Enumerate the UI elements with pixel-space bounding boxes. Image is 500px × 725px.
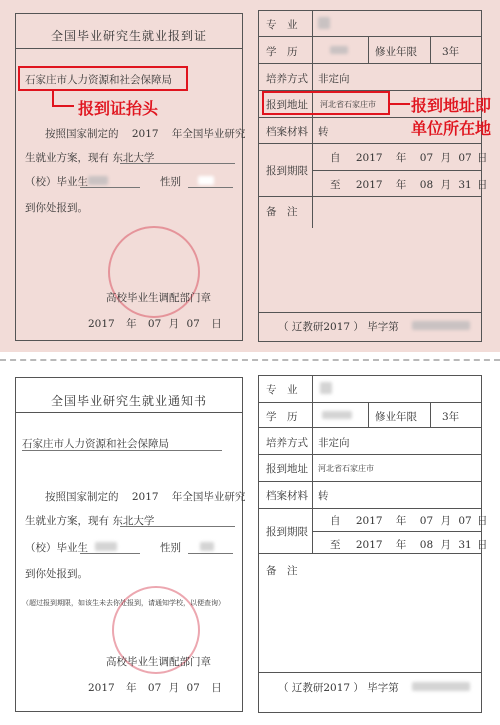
issuer-label: 高校毕业生调配部门章 [106, 292, 211, 304]
redacted-name [88, 176, 108, 185]
col-line [368, 402, 369, 427]
period-end [330, 537, 488, 552]
body-line-4: 到你处报到。 [25, 568, 88, 580]
start-month: 07 [419, 152, 434, 164]
to-label: 至 [330, 539, 341, 551]
serial-mid: 毕字第 [367, 682, 399, 694]
end-day: 31 [458, 539, 472, 551]
period-end [330, 177, 488, 192]
row-line [258, 481, 482, 482]
addressee: 石家庄市人力资源和社会保障局 [22, 438, 169, 450]
notice-title: 全国毕业研究生就业通知书 [50, 394, 207, 408]
addressee-underline [22, 450, 222, 451]
plan-year: 2017 [131, 128, 159, 140]
archive-label: 档案材料 [266, 490, 308, 502]
date-unit: 日 [477, 539, 488, 551]
school-underline [120, 163, 235, 164]
issuer-label: 高校毕业生调配部门章 [106, 656, 211, 668]
row-line [258, 402, 482, 403]
address-highlight-box [262, 91, 390, 115]
from-label: 自 [330, 515, 341, 527]
certificate-title: 全国毕业研究生就业报到证 [50, 29, 207, 43]
row-line [258, 63, 482, 64]
address-value: 河北省石家庄市 [318, 464, 374, 473]
degree-label: 学 历 [266, 46, 298, 58]
date-unit: 年 [395, 515, 407, 527]
end-year: 2017 [355, 179, 383, 191]
serial-number [278, 319, 399, 334]
end-month: 08 [419, 179, 434, 191]
start-year: 2017 [355, 152, 383, 164]
address-label: 报到地址 [266, 99, 308, 111]
body-line-1 [45, 126, 245, 141]
end-day: 31 [458, 179, 472, 191]
issue-date [88, 680, 222, 695]
serial-divider [258, 672, 482, 673]
body-line-1 [45, 489, 245, 504]
school-underline [120, 526, 235, 527]
overdue-note: （超过报到期限，如该生未去你处报到，请通知学校，以便查询） [22, 599, 225, 607]
sheet-divider [0, 359, 500, 361]
col-line [368, 36, 369, 63]
start-day: 07 [458, 152, 472, 164]
date-unit: 日 [477, 515, 488, 527]
gender-underline [188, 553, 233, 554]
start-year: 2017 [355, 515, 383, 527]
start-day: 07 [458, 515, 472, 527]
row-line [258, 143, 482, 144]
address-label: 报到地址 [266, 463, 308, 475]
end-year: 2017 [355, 539, 383, 551]
row-line [258, 196, 482, 197]
row-line [258, 427, 482, 428]
duration-label: 修业年限 [375, 46, 417, 58]
serial-prefix: （ 辽教研2017 ） [278, 321, 364, 333]
body-line-3 [25, 174, 88, 189]
period-label: 报到期限 [266, 526, 308, 538]
callout-line-2 [390, 103, 410, 105]
major-label: 专 业 [266, 19, 298, 31]
mode-value: 非定向 [318, 437, 350, 449]
mode-label: 培养方式 [266, 73, 308, 85]
plan-year: 2017 [131, 491, 159, 503]
date-unit: 年 [126, 318, 137, 330]
redacted-degree [330, 46, 348, 54]
date-unit: 月 [168, 318, 180, 330]
body-text: 按照国家制定的 [45, 491, 119, 503]
gender-underline [188, 187, 233, 188]
gender-label: 性别 [160, 176, 181, 188]
duration-label: 修业年限 [375, 411, 417, 423]
row-line [312, 170, 482, 171]
serial-prefix: （ 辽教研2017 ） [278, 682, 364, 694]
serial-number [278, 680, 399, 695]
date-day: 07 [186, 682, 200, 694]
name-underline [80, 187, 140, 188]
duration-value: 3年 [442, 46, 460, 58]
date-unit: 日 [211, 318, 222, 330]
row-line [258, 508, 482, 509]
body-text: 生就业方案，现有 [25, 515, 109, 527]
redacted-gender [200, 542, 214, 551]
row-line [258, 553, 482, 554]
annotation-address-1: 报到地址即 [411, 96, 492, 115]
date-unit: 年 [126, 682, 137, 694]
serial-mid: 毕字第 [367, 321, 399, 333]
duration-value: 3年 [442, 411, 460, 423]
date-unit: 月 [168, 682, 180, 694]
date-unit: 月 [440, 515, 451, 527]
redacted-name [95, 542, 117, 551]
name-underline [80, 553, 140, 554]
callout-line-1 [52, 91, 54, 106]
title-divider [15, 48, 243, 49]
date-unit: 年 [395, 539, 407, 551]
period-start [330, 150, 488, 165]
annotation-header: 报到证抬头 [78, 99, 159, 118]
col-line [430, 402, 431, 427]
school-name: 东北大学 [112, 152, 155, 164]
body-line-3: （校）毕业生 [25, 542, 88, 554]
date-year: 2017 [88, 318, 115, 330]
major-label: 专 业 [266, 384, 298, 396]
redacted-serial [412, 321, 470, 330]
issue-date [88, 316, 222, 331]
body-text: 生就业方案，现有 [25, 152, 109, 164]
degree-label: 学 历 [266, 411, 298, 423]
remark-label: 备 注 [266, 565, 298, 577]
date-year: 2017 [88, 682, 115, 694]
archive-value: 转 [318, 126, 329, 138]
date-unit: 年 [395, 152, 407, 164]
body-text: 年全国毕业研究 [171, 491, 246, 503]
mode-value: 非定向 [318, 73, 350, 85]
from-label: 自 [330, 152, 341, 164]
remark-label: 备 注 [266, 206, 298, 218]
redacted-serial [412, 682, 470, 691]
school-name: 东北大学 [112, 515, 155, 527]
redacted-degree [322, 411, 352, 419]
addressee: 石家庄市人力资源和社会保障局 [25, 74, 172, 86]
col-line [430, 36, 431, 63]
redacted-major [318, 17, 330, 29]
date-unit: 日 [211, 682, 222, 694]
date-unit: 月 [440, 152, 451, 164]
mode-label: 培养方式 [266, 437, 308, 449]
date-month: 07 [147, 318, 162, 330]
address-value: 河北省石家庄市 [320, 100, 376, 109]
title-divider [15, 412, 243, 413]
archive-label: 档案材料 [266, 126, 308, 138]
callout-line-1b [52, 105, 74, 107]
date-month: 07 [147, 682, 162, 694]
start-month: 07 [419, 515, 434, 527]
row-line [258, 36, 482, 37]
annotation-address-2: 单位所在地 [411, 119, 492, 138]
date-unit: 年 [395, 179, 407, 191]
row-line [312, 531, 482, 532]
serial-divider [258, 312, 482, 313]
date-day: 07 [186, 318, 200, 330]
gender-label: 性别 [160, 542, 181, 554]
date-unit: 月 [440, 179, 451, 191]
archive-value: 转 [318, 490, 329, 502]
period-start [330, 513, 488, 528]
body-text: 按照国家制定的 [45, 128, 119, 140]
body-text: 年全国毕业研究 [171, 128, 246, 140]
period-label: 报到期限 [266, 165, 308, 177]
date-unit: 月 [440, 539, 451, 551]
redacted-gender [198, 176, 214, 185]
to-label: 至 [330, 179, 341, 191]
row-line [258, 454, 482, 455]
redacted-major [320, 382, 332, 394]
body-text: （校）毕业生 [25, 176, 88, 188]
body-line-4: 到你处报到。 [25, 202, 88, 214]
date-unit: 日 [477, 179, 488, 191]
date-unit: 日 [477, 152, 488, 164]
header-highlight-box [18, 66, 188, 91]
end-month: 08 [419, 539, 434, 551]
